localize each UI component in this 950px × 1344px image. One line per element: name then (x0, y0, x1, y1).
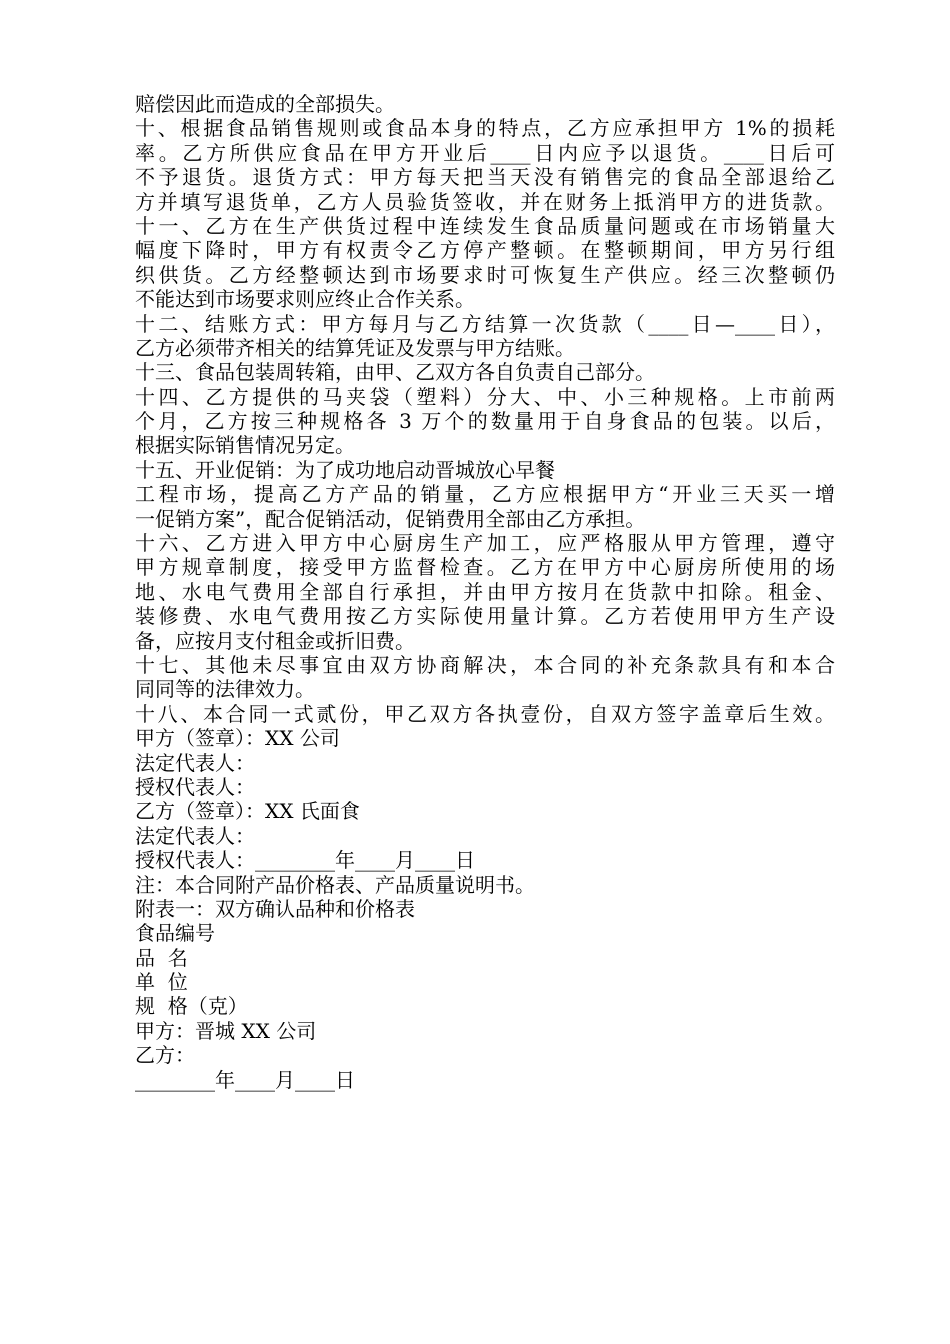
text-line: 不予退货。退货方式：甲方每天把当天没有销售完的食品全部退给乙 (135, 165, 835, 190)
text-line: 十三、食品包装周转箱，由甲、乙双方各自负责自己部分。 (135, 360, 655, 385)
authorized-representative-a: 授权代表人： (135, 774, 255, 799)
text-line: 不能达到市场要求则应终止合作关系。 (135, 287, 475, 312)
text-line: 同同等的法律效力。 (135, 677, 315, 702)
text-line: 幅度下降时，甲方有权责令乙方停产整顿。在整顿期间，甲方另行组 (135, 238, 835, 263)
contract-text (135, 92, 835, 1092)
legal-representative-a: 法定代表人： (135, 750, 255, 775)
appendix-party-b: 乙方： (135, 1043, 195, 1068)
text-line: 十四、乙方提供的马夹袋（塑料）分大、中、小三种规格。上市前两 (135, 384, 835, 409)
authorized-representative-b: 授权代表人：________年____月____日 (135, 848, 475, 873)
text-line: 工程市场，提高乙方产品的销量，乙方应根据甲方“开业三天买一增 (135, 482, 835, 507)
appendix-title: 附表一：双方确认品种和价格表 (135, 896, 415, 921)
party-a-signature: 甲方（签章）：XX 公司 (135, 726, 340, 751)
text-line: 十五、开业促销：为了成功地启动晋城放心早餐 (135, 457, 555, 482)
text-line: 十二、结账方式：甲方每月与乙方结算一次货款（____日—____日）， (135, 311, 835, 336)
appendix-date: ________年____月____日 (135, 1067, 355, 1092)
party-b-signature: 乙方（签章）：XX 氏面食 (135, 799, 360, 824)
appendix-party-a: 甲方：晋城 XX 公司 (135, 1018, 317, 1043)
field-unit: 单 位 (135, 970, 188, 995)
text-line: 一促销方案”，配合促销活动，促销费用全部由乙方承担。 (135, 506, 646, 531)
text-line: 十、根据食品销售规则或食品本身的特点，乙方应承担甲方 1%的损耗 (135, 116, 835, 141)
field-product-name: 品 名 (135, 945, 188, 970)
text-line: 根据实际销售情况另定。 (135, 433, 355, 458)
text-line: 乙方必须带齐相关的结算凭证及发票与甲方结账。 (135, 335, 575, 360)
text-line: 备，应按月支付租金或折旧费。 (135, 628, 415, 653)
text-line: 个月，乙方按三种规格各 3 万个的数量用于自身食品的包装。以后， (135, 409, 835, 434)
text-line: 赔偿因此而造成的全部损失。 (135, 92, 395, 116)
field-specification: 规 格（克） (135, 994, 248, 1019)
text-line: 十八、本合同一式贰份，甲乙双方各执壹份，自双方签字盖章后生效。 (135, 701, 835, 726)
text-line: 甲方规章制度，接受甲方监督检查。乙方在甲方中心厨房所使用的场 (135, 555, 835, 580)
text-line: 装修费、水电气费用按乙方实际使用量计算。乙方若使用甲方生产设 (135, 604, 835, 629)
field-food-code: 食品编号 (135, 921, 215, 946)
note-line: 注：本合同附产品价格表、产品质量说明书。 (135, 872, 535, 897)
text-line: 方并填写退货单，乙方人员验货签收，并在财务上抵消甲方的进货款。 (135, 189, 835, 214)
text-line: 织供货。乙方经整顿达到市场要求时可恢复生产供应。经三次整顿仍 (135, 262, 835, 287)
text-line: 十一、乙方在生产供货过程中连续发生食品质量问题或在市场销量大 (135, 213, 835, 238)
text-line: 十六、乙方进入甲方中心厨房生产加工，应严格服从甲方管理，遵守 (135, 531, 835, 556)
legal-representative-b: 法定代表人： (135, 823, 255, 848)
text-line: 率。乙方所供应食品在甲方开业后____日内应予以退货。____日后可 (135, 140, 835, 165)
text-line: 地、水电气费用全部自行承担，并由甲方按月在货款中扣除。租金、 (135, 579, 835, 604)
text-line: 十七、其他未尽事宜由双方协商解决，本合同的补充条款具有和本合 (135, 652, 835, 677)
